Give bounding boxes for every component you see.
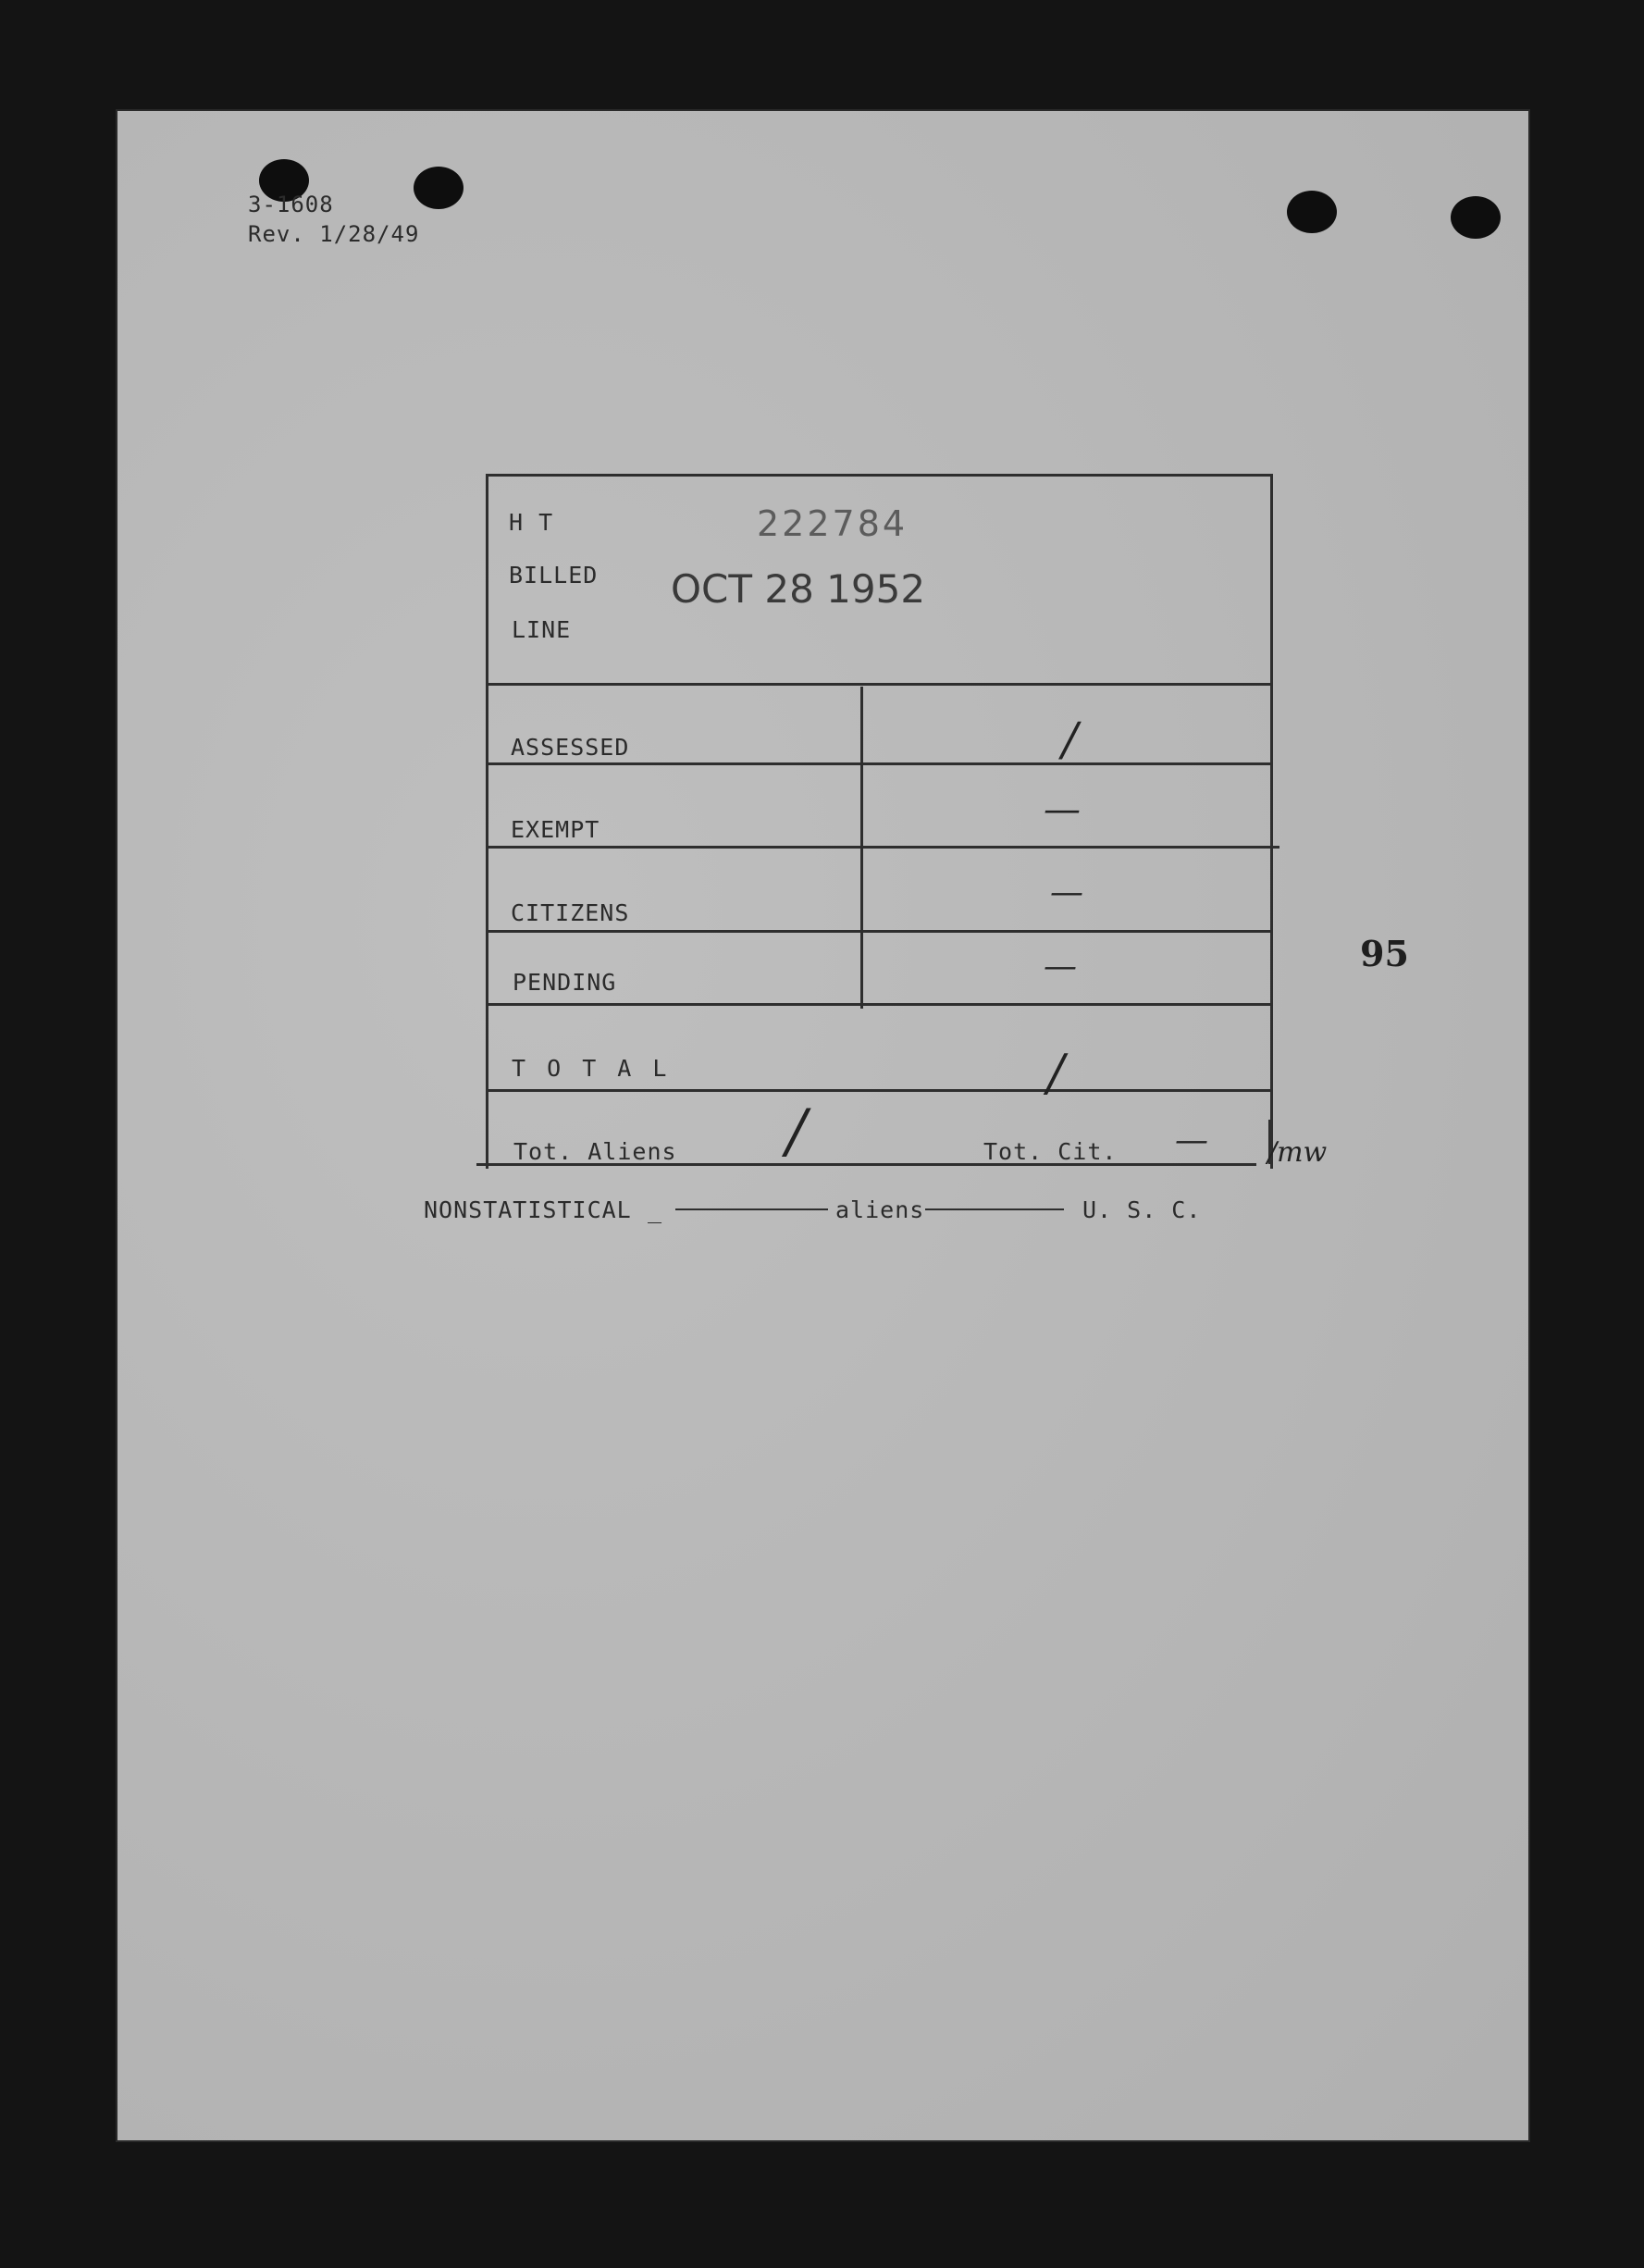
form-id: 3-1608 — [248, 192, 334, 217]
tot-cit-label: Tot. Cit. — [983, 1138, 1118, 1165]
punch-hole — [1287, 191, 1337, 233]
tot-aliens-label: Tot. Aliens — [513, 1138, 677, 1165]
table-divider — [486, 930, 1273, 933]
column-divider — [860, 687, 863, 1009]
row-label-citizens: CITIZENS — [511, 899, 630, 926]
usc-blank-line — [925, 1208, 1064, 1210]
row-value-assessed: / — [1062, 713, 1078, 766]
table-divider — [486, 846, 1279, 849]
nonstat-aliens: aliens — [835, 1196, 925, 1223]
row-label-assessed: ASSESSED — [511, 734, 630, 761]
table-divider — [486, 1089, 1273, 1092]
page-number: 95 — [1360, 933, 1409, 974]
tot-cit-value: — — [1175, 1122, 1208, 1159]
nonstat-usc: U. S. C. — [1082, 1196, 1202, 1223]
table-divider — [486, 683, 1273, 686]
total-label: T O T A L — [512, 1055, 671, 1082]
aliens-blank-line — [675, 1208, 828, 1210]
billed-label: BILLED — [509, 562, 599, 589]
punch-hole — [1451, 196, 1501, 239]
row-value-exempt: — — [1044, 788, 1081, 831]
row-label-exempt: EXEMPT — [511, 816, 600, 843]
stamp-number: 222784 — [757, 503, 909, 544]
line-label: LINE — [512, 616, 572, 643]
tot-aliens-value: / — [786, 1097, 807, 1166]
table-divider — [486, 762, 1273, 765]
ht-label: H T — [509, 509, 554, 536]
row-label-pending: PENDING — [513, 969, 617, 996]
nonstat-label: NONSTATISTICAL — [424, 1196, 632, 1223]
nonstat-blank: _ — [648, 1196, 663, 1223]
row-value-pending: — — [1044, 948, 1077, 985]
stamp-date: OCT 28 1952 — [671, 566, 926, 612]
initials-signature: /mw — [1267, 1136, 1328, 1169]
form-number — [248, 190, 419, 249]
table-divider — [486, 1003, 1273, 1006]
total-value: / — [1047, 1044, 1065, 1102]
form-revision: Rev. 1/28/49 — [248, 221, 420, 247]
punch-hole — [414, 167, 464, 209]
row-value-citizens: — — [1050, 874, 1083, 911]
